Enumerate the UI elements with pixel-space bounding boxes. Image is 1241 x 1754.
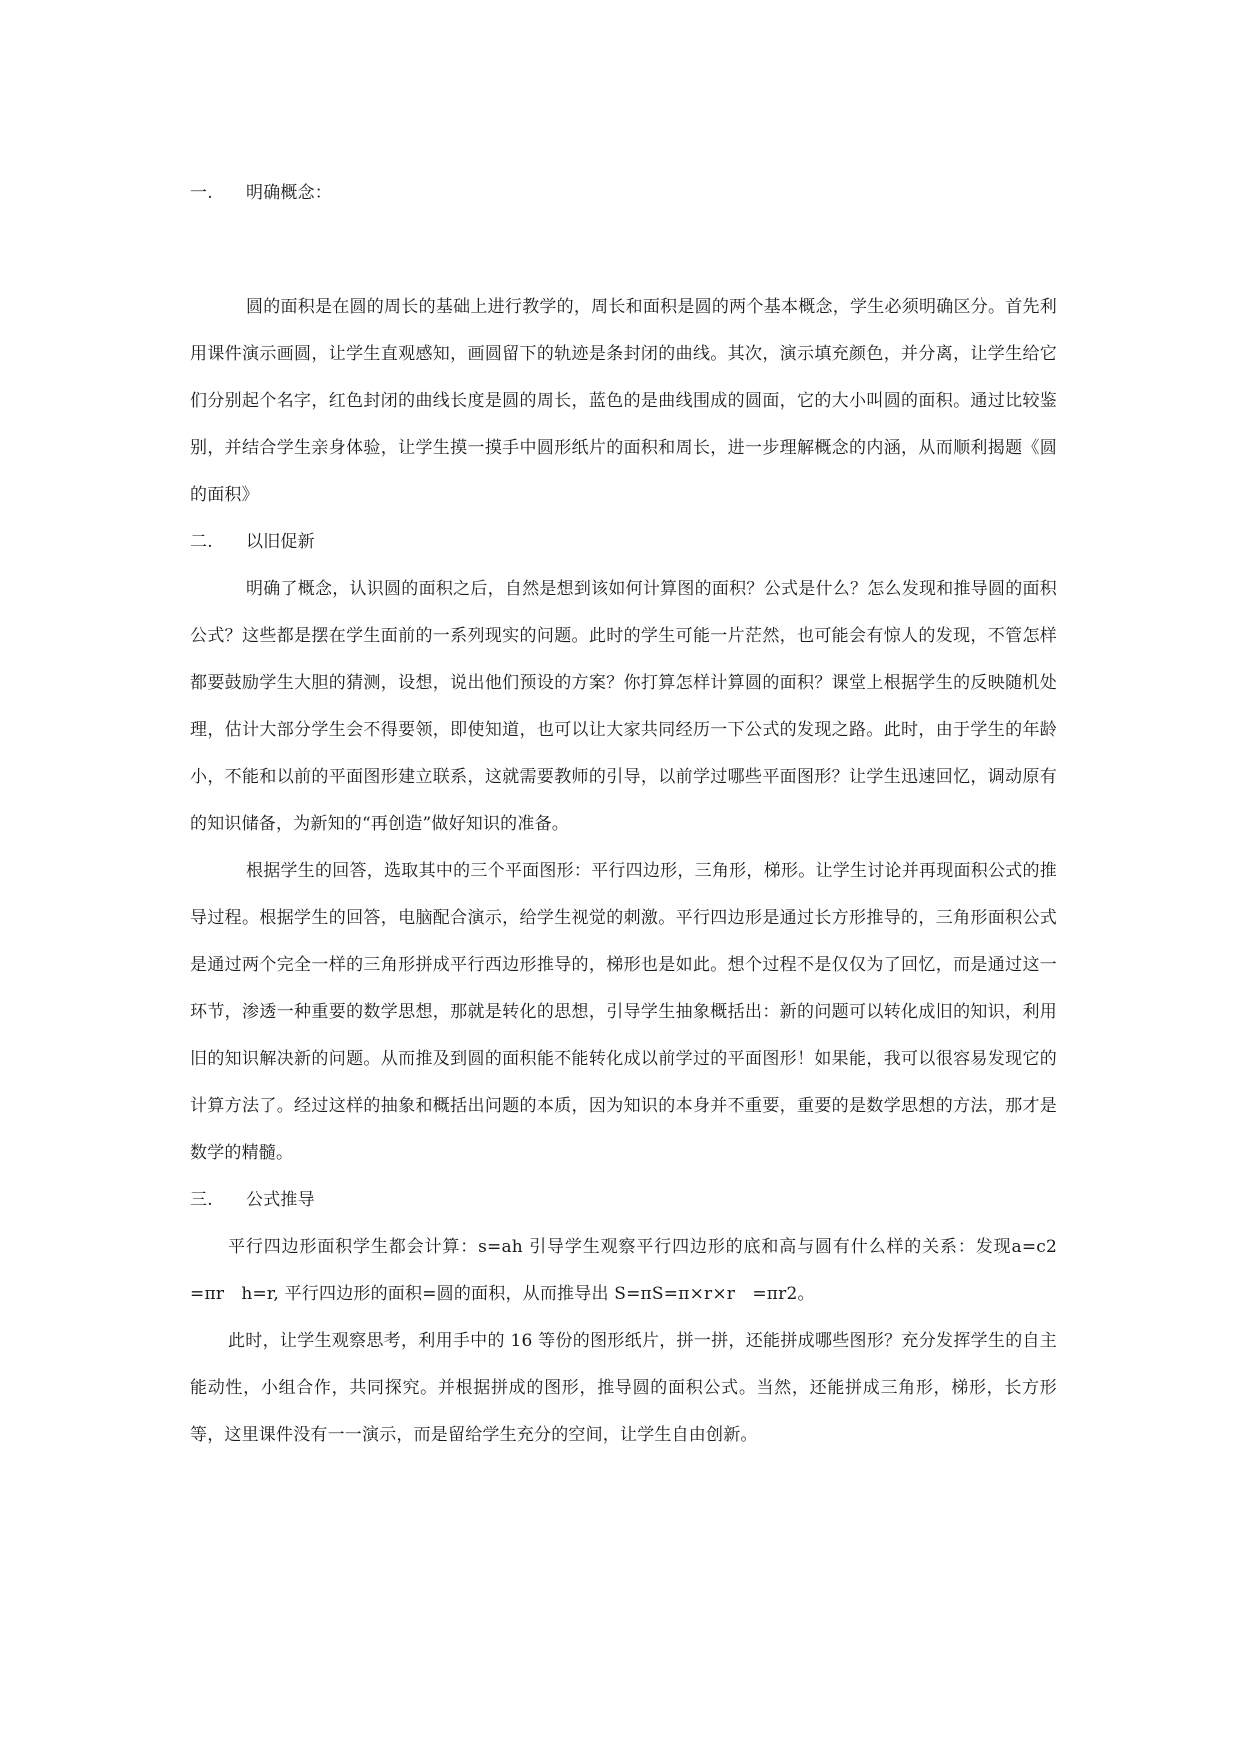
section-title: 明确概念： xyxy=(246,183,332,203)
section-heading-2 xyxy=(190,519,1057,566)
spacer xyxy=(190,217,1057,284)
section-number: 二. xyxy=(190,532,213,552)
section-number: 一. xyxy=(190,183,213,203)
paragraph: 圆的面积是在圆的周长的基础上进行教学的，周长和面积是圆的两个基本概念，学生必须明确区分。首先利用课件演示画圆，让学生直观感知，画圆留下的轨迹是条封闭的曲线。其次，演示填充颜色，并分离，让学生给它们分别起个名字，红色封闭的曲线长度是圆的周长，蓝色的是曲线围成的圆面，它的大小叫圆的面积。通过比较鉴别，并结合学生亲身体验，让学生摸一摸手中圆形纸片的面积和周长，进一步理解概念的内涵，从而顺利揭题《圆的面积》 xyxy=(190,297,1057,505)
paragraph: 明确了概念，认识圆的面积之后，自然是想到该如何计算图的面积？公式是什么？怎么发现和推导圆的面积公式？这些都是摆在学生面前的一系列现实的问题。此时的学生可能一片茫然，也可能会有惊人的发现，不管怎样都要鼓励学生大胆的猜测，设想，说出他们预设的方案？你打算怎样计算圆的面积？课堂上根据学生的反映随机处理，估计大部分学生会不得要领，即使知道，也可以让大家共同经历一下公式的发现之路。此时，由于学生的年龄小，不能和以前的平面图形建立联系，这就需要教师的引导，以前学过哪些平面图形？让学生迅速回忆，调动原有的知识储备，为新知的“再创造”做好知识的准备。 xyxy=(190,579,1057,834)
section-title: 公式推导 xyxy=(246,1190,315,1210)
section-heading-3 xyxy=(190,1177,1057,1224)
section-title: 以旧促新 xyxy=(246,532,315,552)
paragraph: 根据学生的回答，选取其中的三个平面图形：平行四边形，三角形，梯形。让学生讨论并再现面积公式的推导过程。根据学生的回答，电脑配合演示，给学生视觉的刺激。平行四边形是通过长方形推导的，三角形面积公式是通过两个完全一样的三角形拼成平行西边形推导的，梯形也是如此。想个过程不是仅仅为了回忆，而是通过这一环节，渗透一种重要的数学思想，那就是转化的思想，引导学生抽象概括出：新的问题可以转化成旧的知识，利用旧的知识解决新的问题。从而推及到圆的面积能不能转化成以前学过的平面图形！如果能，我可以很容易发现它的计算方法了。经过这样的抽象和概括出问题的本质，因为知识的本身并不重要，重要的是数学思想的方法，那才是数学的精髓。 xyxy=(190,861,1057,1163)
paragraph: 平行四边形面积学生都会计算：s=ah 引导学生观察平行四边形的底和高与圆有什么样的关系：发现a=c2 =πr h=r, 平行四边形的面积=圆的面积，从而推导出 S=πS=π×r×r =πr2。 xyxy=(190,1237,1075,1304)
section-number: 三. xyxy=(190,1190,213,1210)
section-heading-1 xyxy=(190,170,1057,217)
paragraph: 此时，让学生观察思考，利用手中的 16 等份的图形纸片，拼一拼，还能拼成哪些图形？充分发挥学生的自主能动性，小组合作，共同探究。并根据拼成的图形，推导圆的面积公式。当然，还能拼成三角形，梯形，长方形等，这里课件没有一一演示，而是留给学生充分的空间，让学生自由创新。 xyxy=(190,1331,1057,1445)
document-body xyxy=(190,170,1075,1459)
